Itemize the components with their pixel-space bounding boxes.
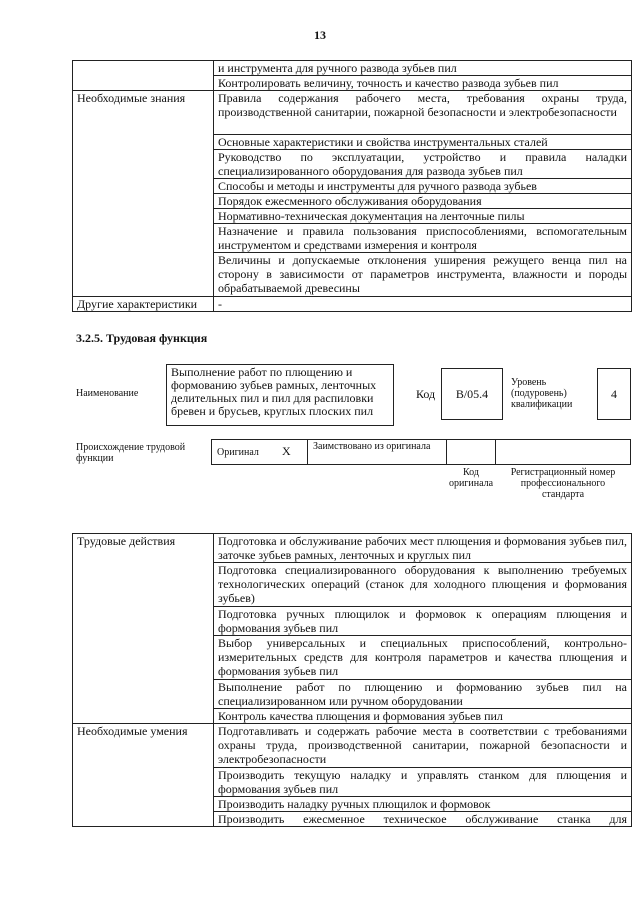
table-cell: и инструмента для ручного развода зубьев пил: [214, 61, 632, 76]
original-mark: X: [282, 444, 291, 458]
table-cell: Правила содержания рабочего места, требования охраны труда, производственной санитарии, пожарной безопасности и электробезопасности: [214, 91, 632, 135]
actions-table: [72, 533, 632, 827]
page-number: 13: [314, 28, 326, 42]
level-label: Уровень (подуровень) квалификации: [511, 377, 573, 410]
table-cell: Способы и методы и инструменты для ручного развода зубьев: [214, 179, 632, 194]
table-cell: Подготовка и обслуживание рабочих мест плющения и формования зубьев пил, заточке зубьев рамных, ленточных и круглых пил: [214, 534, 632, 563]
reg-number-label: Регистрационный номер профессионального стандарта: [510, 467, 616, 500]
table-row-label: Необходимые знания: [73, 91, 214, 297]
table-cell: Назначение и правила пользования приспособлениями, вспомогательным инструментом и средствами измерения и контроля: [214, 224, 632, 253]
table-cell: -: [214, 297, 632, 312]
table-cell: Основные характеристики и свойства инструментальных сталей: [214, 135, 632, 150]
function-code: B/05.4: [441, 368, 503, 420]
original-label: Оригинал: [217, 447, 259, 458]
table-row-label: Необходимые умения: [73, 724, 214, 827]
table-cell: Подготовка специализированного оборудования к выполнению требуемых технологических операций (станок для холодного плющения и формования зубьев): [214, 563, 632, 607]
table-cell: Контроль качества плющения и формования зубьев пил: [214, 709, 632, 724]
table-cell: Производить наладку ручных плющилок и формовок: [214, 797, 632, 812]
table-row-label: [73, 61, 214, 91]
knowledge-table: [72, 60, 632, 312]
qualification-level: 4: [597, 368, 631, 420]
table-cell: Нормативно-техническая документация на ленточные пилы: [214, 209, 632, 224]
table-row-label: Другие характеристики: [73, 297, 214, 312]
name-label: Наименование: [76, 388, 139, 399]
table-cell: Подготавливать и содержать рабочие места в соответствии с требованиями охраны труда, производственной санитарии, пожарной безопасности и электробезопасности: [214, 724, 632, 768]
borrowed-label: Заимствовано из оригинала: [313, 441, 431, 452]
table-cell: Величины и допускаемые отклонения уширения режущего венца пил на сторону в зависимости от параметров инструмента, влажности и породы обрабатываемой древесины: [214, 253, 632, 297]
table-cell: Контролировать величину, точность и качество развода зубьев пил: [214, 76, 632, 91]
table-cell: Порядок ежесменного обслуживания оборудования: [214, 194, 632, 209]
code-label: Код: [416, 387, 436, 401]
section-title: 3.2.5. Трудовая функция: [76, 331, 208, 345]
origin-row: [211, 439, 631, 465]
code-original-label: Код оригинала: [448, 467, 494, 489]
table-cell: Производить текущую наладку и управлять станком для плющения и формования зубьев пил: [214, 768, 632, 797]
function-name: Выполнение работ по плющению и формованию зубьев рамных, ленточных делительных пил и пил для распиловки бревен и брусьев, круглых плоских пил: [166, 364, 394, 426]
origin-label: Происхождение трудовой функции: [76, 442, 186, 464]
table-cell: Выполнение работ по плющению и формованию зубьев пил на специализированном или ручном оборудовании: [214, 680, 632, 709]
table-cell: Руководство по эксплуатации, устройство и правила наладки специализированного оборудования для развода зубьев пил: [214, 150, 632, 179]
table-cell: Производить ежесменное техническое обслуживание станка для: [214, 812, 632, 827]
table-cell: Выбор универсальных и специальных приспособлений, контрольно-измерительных средств для контроля параметров и качества плющения и формования зубьев пил: [214, 636, 632, 680]
table-cell: Подготовка ручных плющилок и формовок к операциям плющения и формования зубьев пил: [214, 607, 632, 636]
table-row-label: Трудовые действия: [73, 534, 214, 724]
